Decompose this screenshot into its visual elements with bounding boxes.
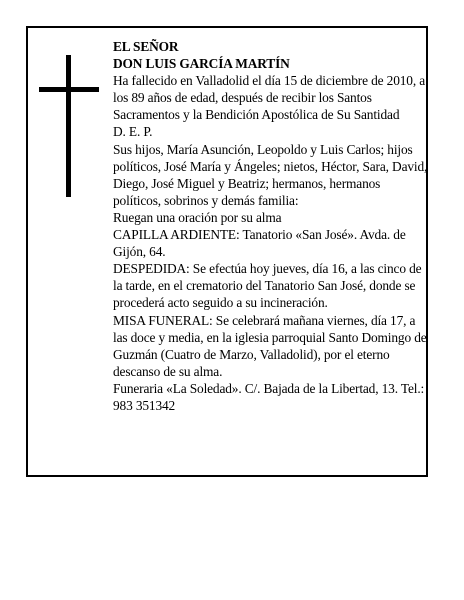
cross-vertical-bar <box>66 55 71 197</box>
funeral-mass-info: MISA FUNERAL: Se celebrará mañana viernes, día 17, a las doce y media, en la iglesia parroquial Santo Domingo de Guzmán (Cuatro de Marzo, Valladolid), por el eterno descanso de su alma. <box>113 312 427 379</box>
obituary-text <box>113 38 429 414</box>
deceased-title: EL SEÑOR <box>113 39 179 54</box>
family-mourners: Sus hijos, María Asunción, Leopoldo y Luis Carlos; hijos políticos, José María y Ángeles; nietos, Héctor, Sara, David, Diego, José Miguel y Beatriz; hermanos, hermanos políticos, sobrinos y demás familia: <box>113 141 428 208</box>
deceased-name: DON LUIS GARCÍA MARTÍN <box>113 56 290 72</box>
dep-line: D. E. P. <box>113 124 153 140</box>
cross-icon <box>39 55 99 197</box>
prayer-request: Ruegan una oración por su alma <box>113 209 282 225</box>
cross-horizontal-bar <box>39 87 99 92</box>
funeral-home-contact: Funeraria «La Soledad». C/. Bajada de la Libertad, 13. Tel.: 983 351342 <box>113 380 425 413</box>
farewell-info: DESPEDIDA: Se efectúa hoy jueves, día 16, a las cinco de la tarde, en el crematorio del Tanatorio San José, donde se procederá acto seguido a su incineración. <box>113 261 422 311</box>
death-announcement: Ha fallecido en Valladolid el día 15 de diciembre de 2010, a los 89 años de edad, después de recibir los Santos Sacramentos y la Bendición Apostólica de Su Santidad <box>113 73 426 123</box>
funeral-chapel-info: CAPILLA ARDIENTE: Tanatorio «San José». Avda. de Gijón, 64. <box>113 227 406 260</box>
